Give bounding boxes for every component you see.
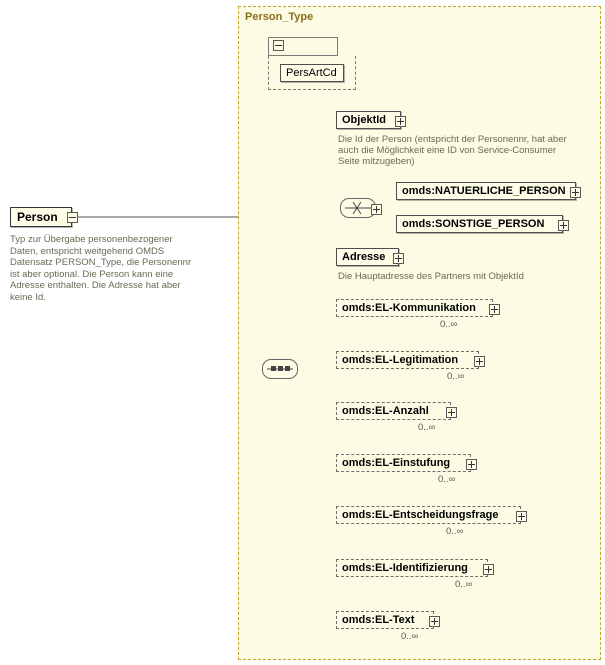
element-el-kommunikation-label: omds:EL-Kommunikation	[342, 302, 476, 314]
element-el-anzahl-label: omds:EL-Anzahl	[342, 405, 429, 417]
cardinality-el-legitimation: 0..∞	[447, 371, 465, 382]
element-adresse-label: Adresse	[342, 251, 386, 263]
element-objektid[interactable]	[336, 111, 401, 129]
root-element-label: Person	[17, 210, 58, 224]
attribute-persartcd-label: PersArtCd	[286, 67, 337, 79]
cardinality-el-entscheidungsfrage: 0..∞	[446, 526, 464, 537]
element-el-text-label: omds:EL-Text	[342, 614, 415, 626]
expand-icon-el-legitimation[interactable]	[474, 356, 485, 367]
expand-icon-choice[interactable]	[371, 204, 382, 215]
expand-icon-natuerliche-person[interactable]	[570, 187, 581, 198]
expand-icon-el-text[interactable]	[429, 616, 440, 627]
attribute-persartcd[interactable]	[280, 64, 344, 82]
element-objektid-label: ObjektId	[342, 114, 387, 126]
sequence-compositor[interactable]	[262, 359, 298, 379]
collapse-icon-person[interactable]	[67, 212, 78, 223]
element-el-identifizierung[interactable]	[336, 559, 488, 577]
cardinality-el-einstufung: 0..∞	[438, 474, 456, 485]
expand-icon-el-anzahl[interactable]	[446, 407, 457, 418]
element-el-legitimation-label: omds:EL-Legitimation	[342, 354, 459, 366]
element-natuerliche-person[interactable]	[396, 182, 576, 200]
root-element-person[interactable]	[10, 207, 72, 227]
annotation-objektid: Die Id der Person (entspricht der Personennr, hat aber auch die Möglichkeit eine ID von Service-Consumer Seite mitzugeben)	[338, 134, 567, 167]
element-el-einstufung[interactable]	[336, 454, 471, 472]
expand-icon-el-einstufung[interactable]	[466, 459, 477, 470]
element-el-kommunikation[interactable]	[336, 299, 493, 317]
expand-icon-el-kommunikation[interactable]	[489, 304, 500, 315]
expand-icon-el-identifizierung[interactable]	[483, 564, 494, 575]
cardinality-el-identifizierung: 0..∞	[455, 579, 473, 590]
expand-icon-sonstige-person[interactable]	[558, 220, 569, 231]
element-el-entscheidungsfrage[interactable]	[336, 506, 521, 524]
element-sonstige-person-label: omds:SONSTIGE_PERSON	[402, 218, 545, 230]
expand-icon-objektid[interactable]	[395, 116, 406, 127]
element-el-einstufung-label: omds:EL-Einstufung	[342, 457, 451, 469]
element-el-text[interactable]	[336, 611, 434, 629]
annotation-adresse: Die Hauptadresse des Partners mit ObjektId	[338, 271, 524, 282]
collapse-icon-attribute[interactable]	[273, 40, 284, 51]
cardinality-el-anzahl: 0..∞	[418, 422, 436, 433]
root-annotation: Typ zur Übergabe personenbezogener Daten, entspricht weitgehend OMDS Datensatz PERSON_Type, die Personennr ist aber optional. Die Person kann eine Adresse enthalten. Die Adresse hat aber keine Id.	[10, 234, 192, 303]
expand-icon-el-entscheidungsfrage[interactable]	[516, 511, 527, 522]
cardinality-el-kommunikation: 0..∞	[440, 319, 458, 330]
cardinality-el-text: 0..∞	[401, 631, 419, 642]
element-natuerliche-person-label: omds:NATUERLICHE_PERSON	[402, 185, 566, 197]
element-adresse[interactable]	[336, 248, 399, 266]
expand-icon-adresse[interactable]	[393, 253, 404, 264]
attribute-group-header[interactable]	[268, 37, 338, 56]
element-el-anzahl[interactable]	[336, 402, 451, 420]
element-sonstige-person[interactable]	[396, 215, 563, 233]
element-el-entscheidungsfrage-label: omds:EL-Entscheidungsfrage	[342, 509, 499, 521]
element-el-identifizierung-label: omds:EL-Identifizierung	[342, 562, 468, 574]
element-el-legitimation[interactable]	[336, 351, 479, 369]
type-title: Person_Type	[245, 11, 314, 23]
